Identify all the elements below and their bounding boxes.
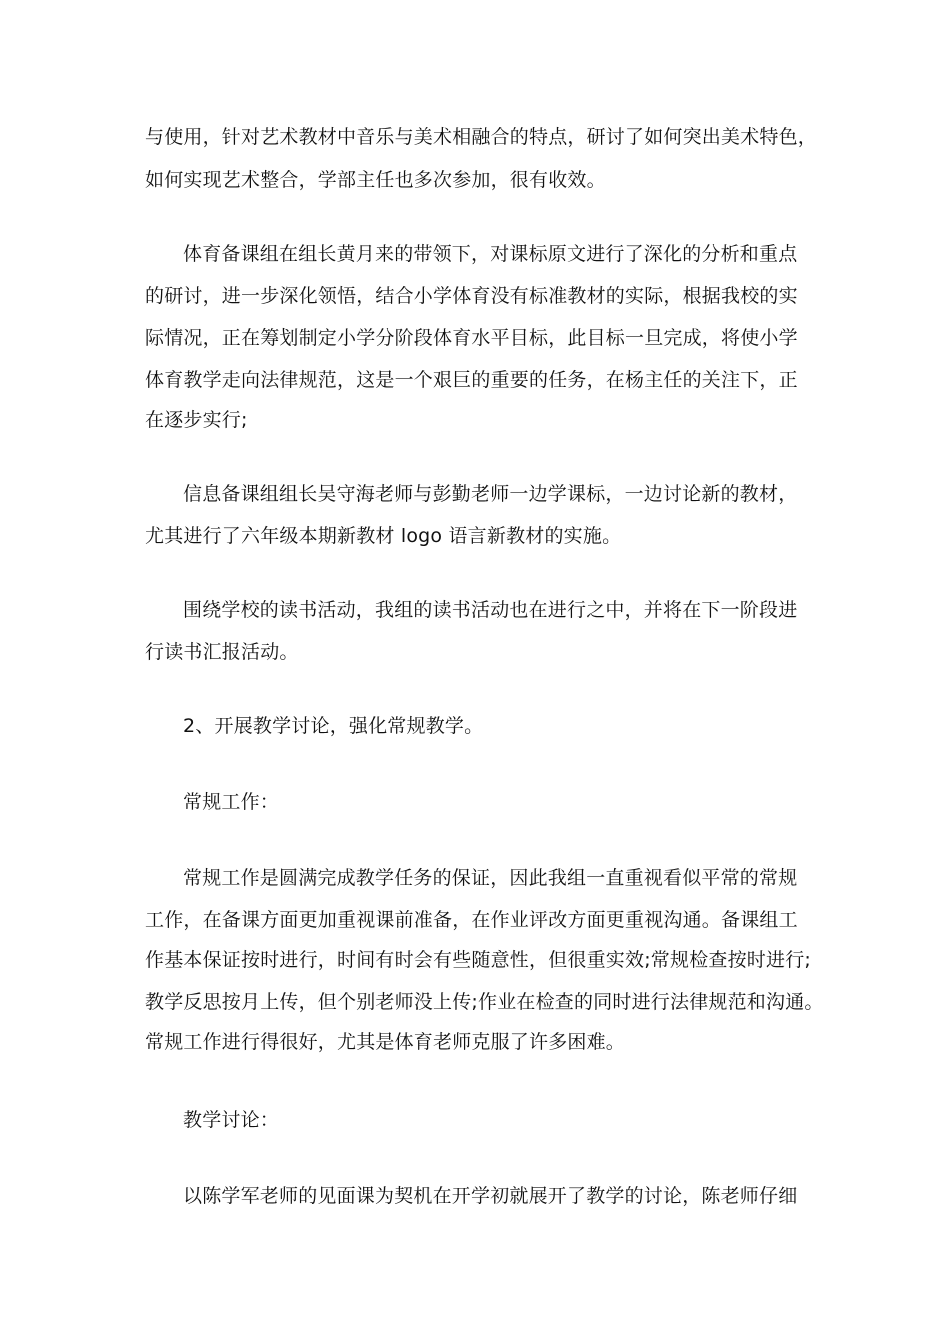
paragraph-line: 教学反思按月上传，但个别老师没上传;作业在检查的同时进行法律规范和沟通。	[145, 991, 824, 1013]
paragraph-line: 的研讨，进一步深化领悟，结合小学体育没有标准教材的实际，根据我校的实	[145, 285, 798, 307]
paragraph-line: 信息备课组组长吴守海老师与彭勤老师一边学课标，一边讨论新的教材，	[183, 483, 798, 505]
paragraph-line: 际情况，正在筹划制定小学分阶段体育水平目标，此目标一旦完成，将使小学	[145, 327, 798, 349]
paragraph-line: 常规工作是圆满完成教学任务的保证，因此我组一直重视看似平常的常规	[183, 867, 798, 889]
paragraph-line: 行读书汇报活动。	[145, 641, 299, 663]
paragraph-line: 工作，在备课方面更加重视课前准备，在作业评改方面更重视沟通。备课组工	[145, 909, 798, 931]
paragraph-line: 与使用，针对艺术教材中音乐与美术相融合的特点，研讨了如何突出美术特色，	[145, 126, 818, 148]
paragraph-line: 围绕学校的读书活动，我组的读书活动也在进行之中，并将在下一阶段进	[183, 599, 798, 621]
paragraph-line: 如何实现艺术整合，学部主任也多次参加，很有收效。	[145, 169, 606, 191]
paragraph-line: 尤其进行了六年级本期新教材 logo 语言新教材的实施。	[145, 525, 622, 547]
paragraph-line: 以陈学军老师的见面课为契机在开学初就展开了教学的讨论，陈老师仔细	[183, 1185, 798, 1207]
paragraph-line: 在逐步实行;	[145, 409, 248, 431]
subheading: 常规工作：	[183, 791, 280, 813]
subheading: 教学讨论：	[183, 1109, 280, 1131]
section-heading: 2、开展教学讨论，强化常规教学。	[183, 715, 484, 737]
paragraph-line: 常规工作进行得很好，尤其是体育老师克服了许多困难。	[145, 1031, 626, 1053]
paragraph-line: 体育教学走向法律规范，这是一个艰巨的重要的任务，在杨主任的关注下，正	[145, 369, 798, 391]
paragraph-line: 体育备课组在组长黄月来的带领下，对课标原文进行了深化的分析和重点	[183, 243, 798, 265]
paragraph-line: 作基本保证按时进行，时间有时会有些随意性，但很重实效;常规检查按时进行;	[145, 949, 812, 971]
